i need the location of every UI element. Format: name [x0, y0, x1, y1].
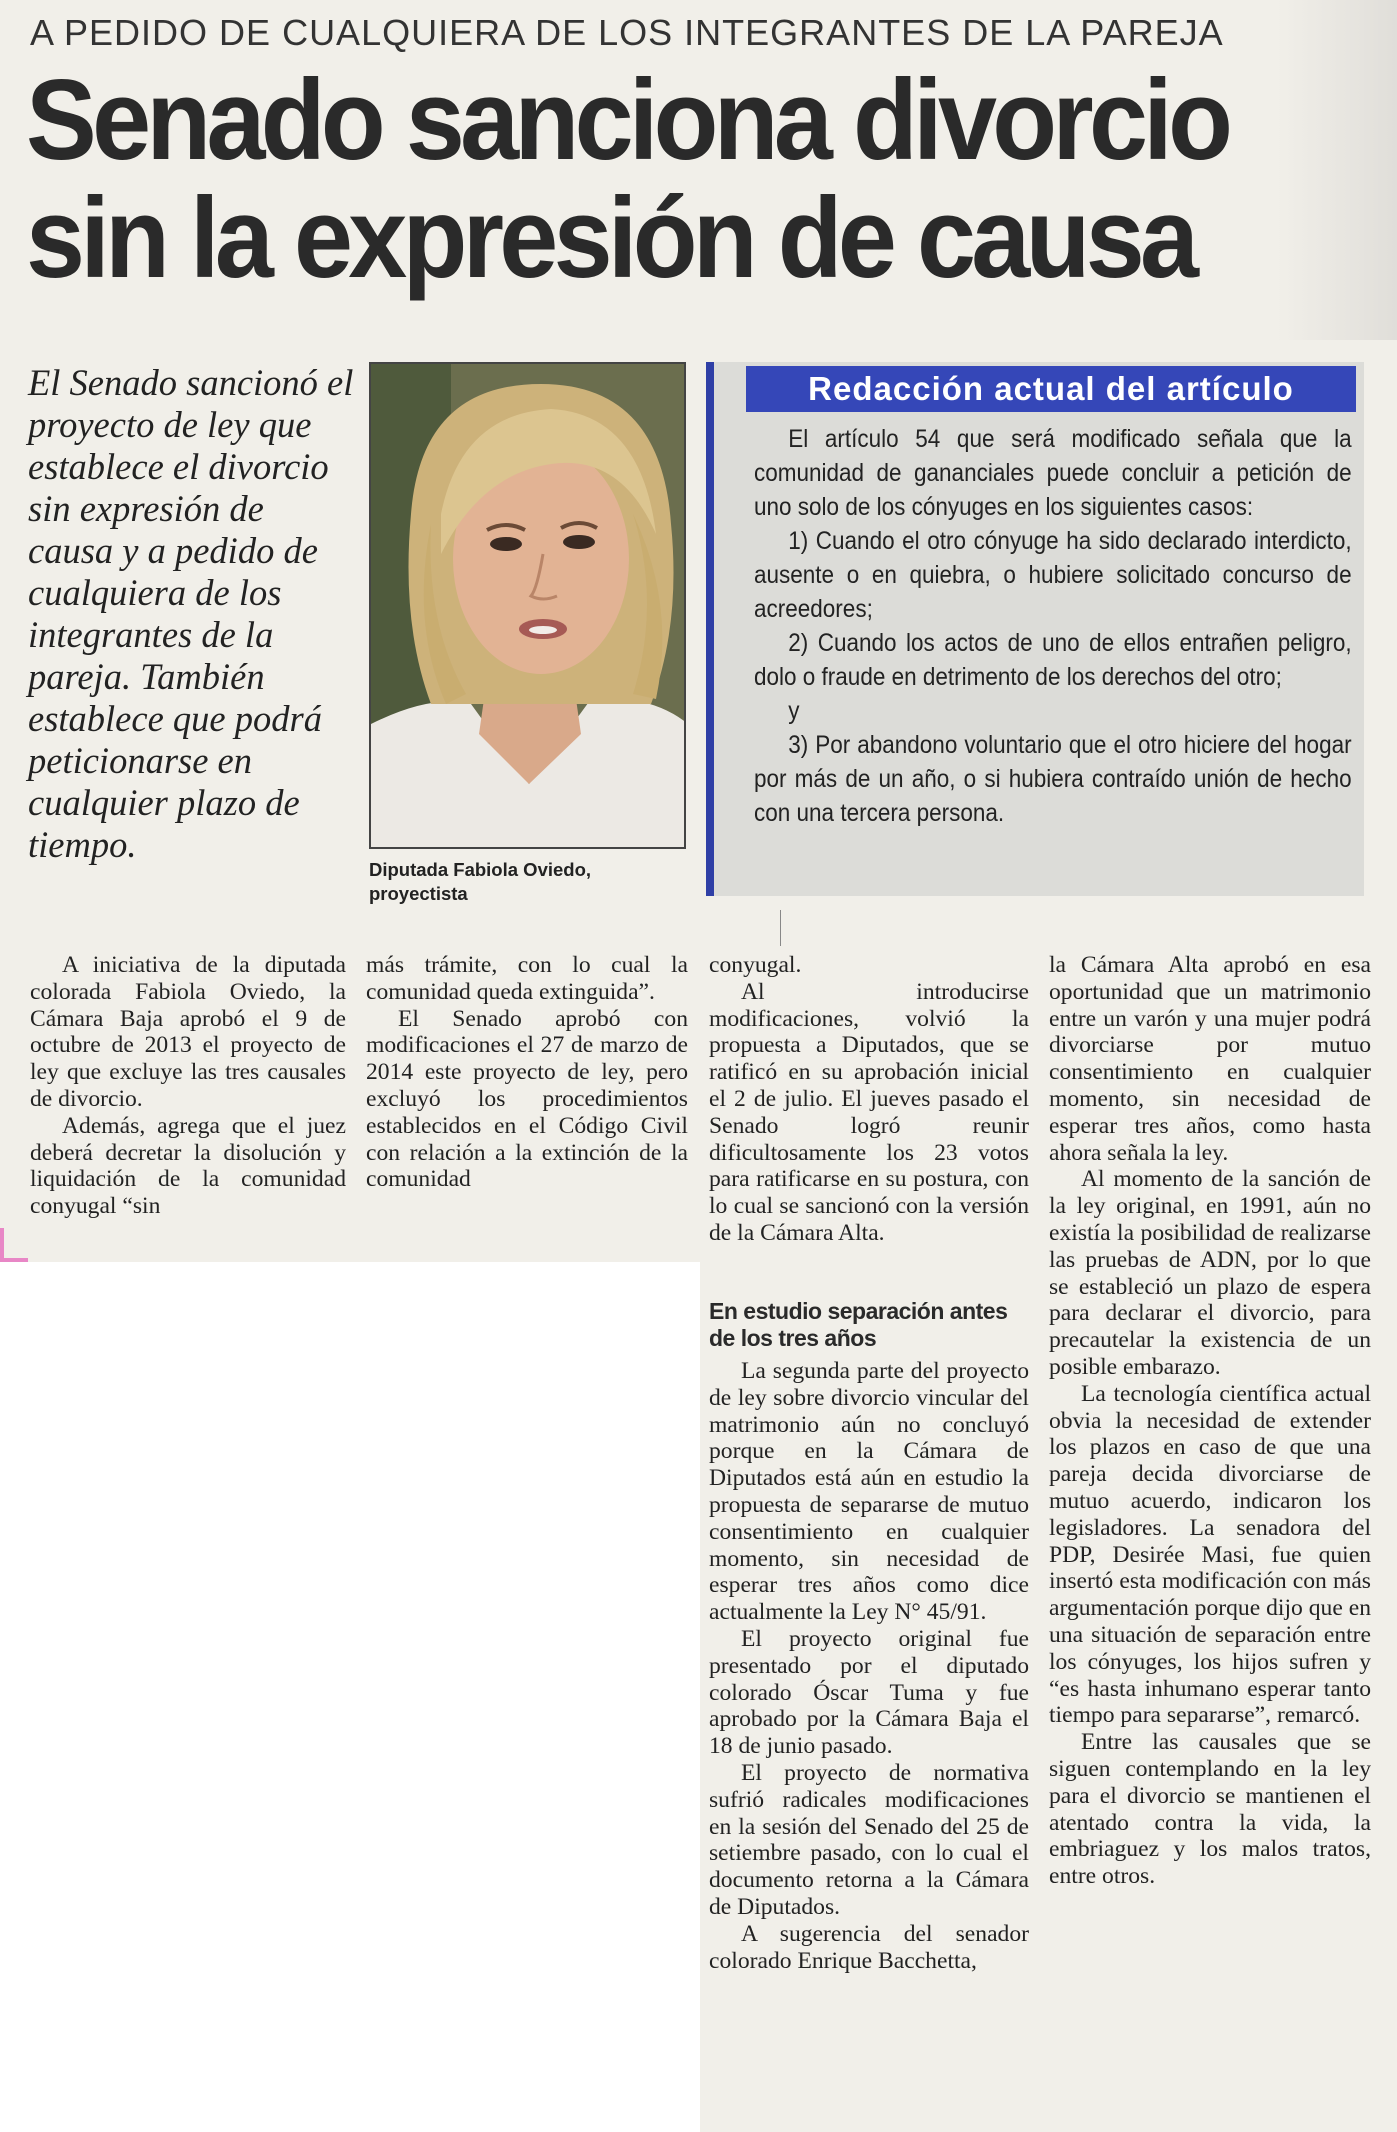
body-paragraph: Al momento de la sanción de la ley original, en 1991, aún no existía la posibilidad de realizarse las pruebas de ADN, por lo que se estableció un plazo de espera para declarar el divorcio, para precautelar la existencia de un posible embarazo. [1049, 1166, 1371, 1380]
body-paragraph: Entre las causales que se siguen contemplando en la ley para el divorcio se mantienen el atentado contra la vida, la embriaguez y los malos tratos, entre otros. [1049, 1729, 1371, 1890]
body-paragraph: A iniciativa de la diputada colorada Fabiola Oviedo, la Cámara Baja aprobó el 9 de octubre de 2013 el proyecto de ley que excluye las tres causales de divorcio. [30, 952, 346, 1112]
photo-caption: Diputada Fabiola Oviedo, proyectista [369, 859, 592, 904]
headline [26, 57, 1263, 302]
kicker: A PEDIDO DE CUALQUIERA DE LOS INTEGRANTES DE LA PAREJA [30, 12, 1224, 53]
body-column-1 [30, 952, 346, 1220]
body-column-3-continued [709, 1358, 1029, 1974]
headline-line-1: Senado sanciona divorcio [26, 57, 1229, 184]
sidebar-paragraph: El artículo 54 que será modificado señala que la comunidad de gananciales puede concluir a petición de uno solo de los cónyuges en los siguientes casos: [754, 425, 1352, 521]
column-divider [780, 910, 781, 946]
body-column-2 [366, 952, 688, 1193]
body-paragraph: más trámite, con lo cual la comunidad queda extinguida”. [366, 952, 688, 1005]
sidebar-paragraph: 2) Cuando los actos de uno de ellos entrañen peligro, dolo o fraude en detrimento de los derechos del otro; [754, 629, 1352, 691]
pink-crop-mark [0, 1228, 28, 1262]
body-paragraph: El Senado aprobó con modificaciones el 27 de marzo de 2014 este proyecto de ley, pero excluyó los procedimientos establecidos en el Código Civil con relación a la extinción de la comunidad [366, 1005, 688, 1193]
body-paragraph: la Cámara Alta aprobó en esa oportunidad que un matrimonio entre un varón y una mujer podrá divorciarse por mutuo consentimiento en cualquier momento, sin necesidad de esperar tres años, como hasta ahora señala la ley. [1049, 952, 1371, 1166]
body-paragraph: La segunda parte del proyecto de ley sobre divorcio vincular del matrimonio aún no concluyó porque en la Cámara de Diputados está aún en estudio la propuesta de separarse de mutuo consentimiento en cualquier momento, sin necesidad de esperar tres años como dice actualmente la Ley N° 45/91. [709, 1358, 1029, 1626]
sidebar-paragraph: 1) Cuando el otro cónyuge ha sido declarado interdicto, ausente o en quiebra, o hubiere solicitado concurso de acreedores; [754, 527, 1352, 623]
headline-line-2: sin la expresión de causa [26, 175, 1195, 302]
body-paragraph: Al introducirse modificaciones, volvió la propuesta a Diputados, que se ratificó en su aprobación inicial el 2 de julio. El jueves pasado el Senado logró reunir dificultosamente los 23 votos para ratificarse en su postura, con lo cual se sancionó con la versión de la Cámara Alta. [709, 978, 1029, 1246]
body-paragraph: La tecnología científica actual obvia la necesidad de extender los plazos en caso de que una pareja decida divorciarse de mutuo acuerdo, indicaron los legisladores. La senadora del PDP, Desirée Masi, fue quien insertó esta modificación con más argumentación porque dijo que en una situación de separación entre los cónyuges, los hijos sufren y “es hasta inhumano esperar tanto tiempo para separarse”, remarcó. [1049, 1380, 1371, 1729]
section-subhead: En estudio separación antes de los tres años [709, 1298, 1008, 1351]
portrait-photo [369, 362, 686, 849]
sidebar-paragraph: y [788, 697, 800, 725]
body-column-3 [709, 952, 1029, 1247]
portrait-illustration [371, 364, 686, 849]
sidebar-title: Redacción actual del artículo [746, 366, 1356, 412]
body-column-4 [1049, 952, 1371, 1890]
body-paragraph: A sugerencia del senador colorado Enrique Bacchetta, [709, 1920, 1029, 1974]
body-paragraph: Además, agrega que el juez deberá decretar la disolución y liquidación de la comunidad conyugal “sin [30, 1112, 346, 1220]
body-paragraph: El proyecto de normativa sufrió radicales modificaciones en la sesión del Senado del 25 de setiembre pasado, con lo cual el documento retorna a la Cámara de Diputados. [709, 1759, 1029, 1920]
sidebar-box [706, 362, 1364, 896]
lead-paragraph: El Senado sancionó el proyecto de ley que establece el divorcio sin expresión de causa y a pedido de cualquiera de los integrantes de la pareja. También establece que podrá peticionarse en cualquier plazo de tiempo. [28, 362, 354, 865]
body-paragraph: conyugal. [709, 952, 802, 978]
body-paragraph: El proyecto original fue presentado por el diputado colorado Óscar Tuma y fue aprobado por la Cámara Baja el 18 de junio pasado. [709, 1625, 1029, 1760]
sidebar-body [754, 422, 1352, 830]
sidebar-paragraph: 3) Por abandono voluntario que el otro hiciere del hogar por más de un año, o si hubiera contraído unión de hecho con una tercera persona. [754, 731, 1352, 827]
